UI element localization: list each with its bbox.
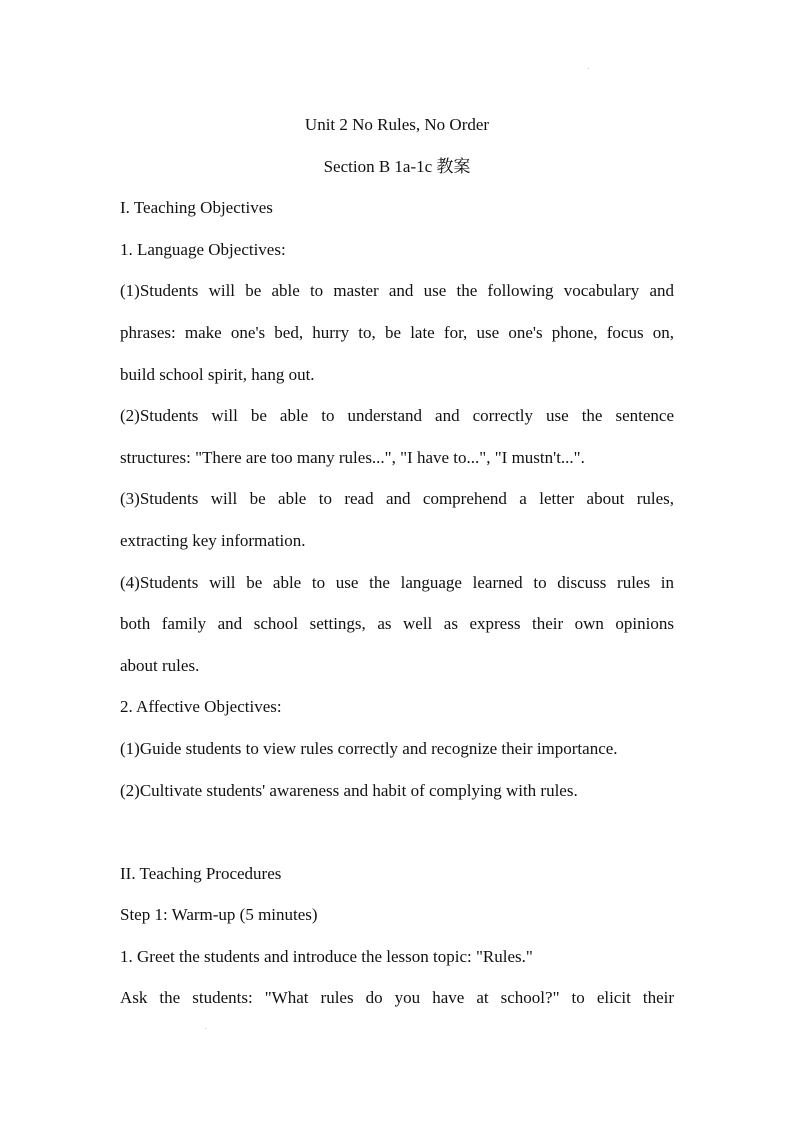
step-1-heading: Step 1: Warm-up (5 minutes) [120,905,318,925]
objective-3-line-2: extracting key information. [120,530,306,550]
objective-2-line-1: (2)Students will be able to understand and correctly use the sentence [120,406,674,426]
objective-4-line-3: about rules. [120,655,200,675]
step-1-item-1: 1. Greet the students and introduce the lesson topic: "Rules." [120,946,533,966]
objective-4-line-2: both family and school settings, as well as express their own opinions [120,614,674,634]
procedures-heading: II. Teaching Procedures [120,863,282,883]
document-title: Unit 2 No Rules, No Order [304,115,490,134]
affective-objective-1: (1)Guide students to view rules correctly and recognize their importance. [120,738,618,758]
document-body [120,104,674,1019]
objective-3-line-1: (3)Students will be able to read and comprehend a letter about rules, [120,489,674,509]
objective-1-line-2: phrases: make one's bed, hurry to, be late for, use one's phone, focus on, [120,322,674,342]
scan-speck [205,1028,206,1029]
blank-line [120,811,674,853]
affective-objective-2: (2)Cultivate students' awareness and habit of complying with rules. [120,780,578,800]
step-1-ask: Ask the students: "What rules do you have at school?" to elicit their [120,988,674,1008]
scan-speck [588,68,589,69]
objective-2-line-2: structures: "There are too many rules...", "I have to...", "I mustn't...". [120,447,585,467]
objective-1-line-1: (1)Students will be able to master and use the following vocabulary and [120,281,674,301]
affective-objectives-heading: 2. Affective Objectives: [120,697,282,717]
objective-1-line-3: build school spirit, hang out. [120,364,315,384]
objective-4-line-1: (4)Students will be able to use the language learned to discuss rules in [120,572,674,592]
document-subtitle: Section B 1a-1c 教案 [323,156,471,176]
language-objectives-heading: 1. Language Objectives: [120,239,286,259]
objectives-heading: I. Teaching Objectives [120,198,273,218]
